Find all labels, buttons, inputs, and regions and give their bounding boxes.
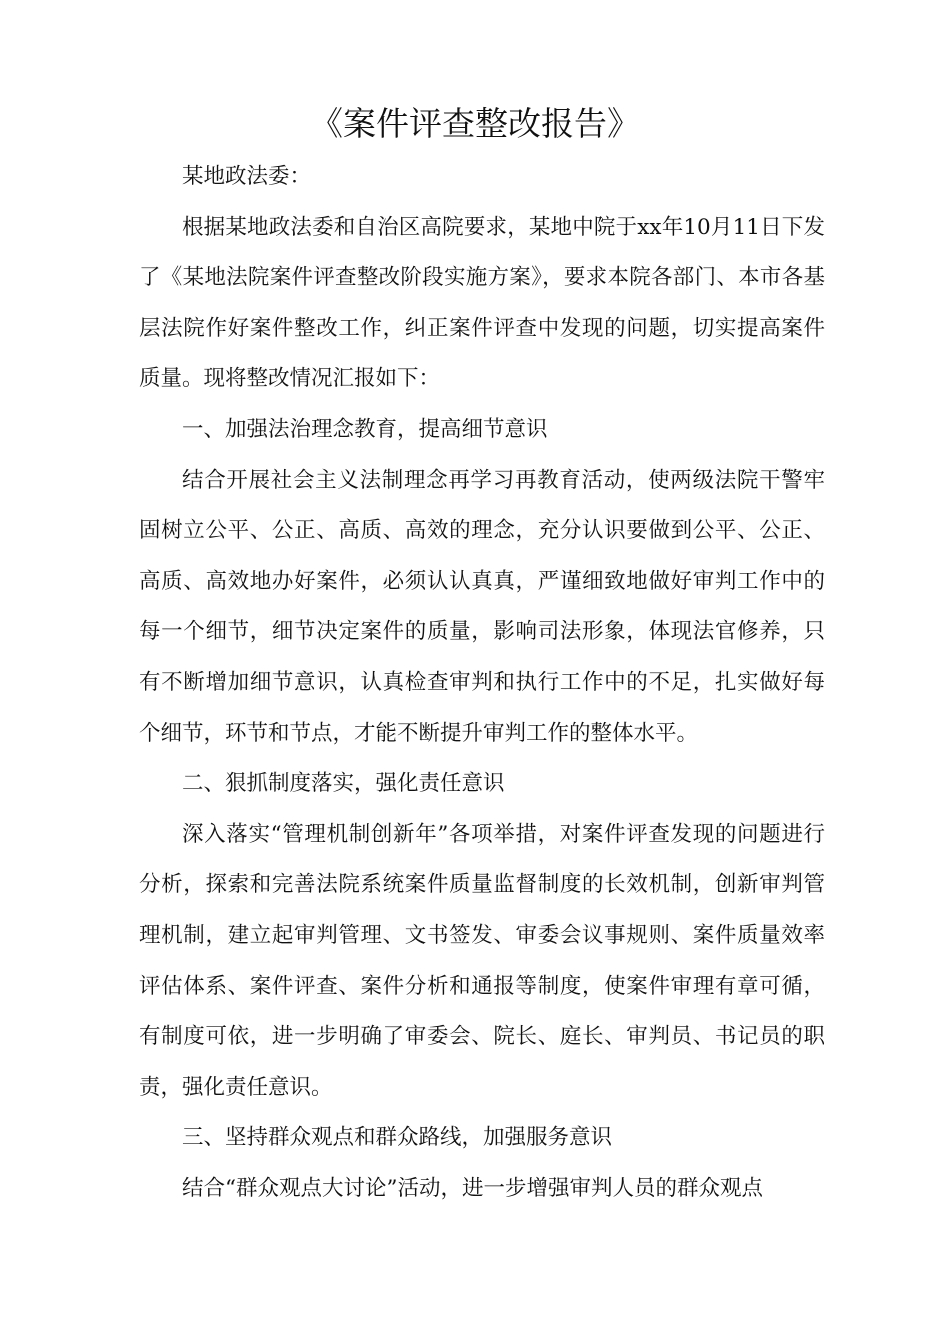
document-title: 《案件评查整改报告》 <box>310 104 640 143</box>
paragraph-section-1: 结合开展社会主义法制理念再学习再教育活动，使两级法院干警牢固树立公平、公正、高质、高效的理念，充分认识要做到公平、公正、高质、高效地办好案件，必须认认真真，严谨细致地做好审判工作中的每一个细节，细节决定案件的质量，影响司法形象，体现法官修养，只有不断增加细节意识，认真检查审判和执行工作中的不足，扎实做好每个细节，环节和节点，才能不断提升审判工作的整体水平。 <box>139 467 825 746</box>
section-heading-2: 二、狠抓制度落实，强化责任意识 <box>182 771 505 797</box>
section-heading-1: 一、加强法治理念教育，提高细节意识 <box>182 416 548 442</box>
salutation: 某地政法委： <box>182 164 312 189</box>
document-body <box>139 152 825 1214</box>
paragraph-section-2: 深入落实“管理机制创新年”各项举措，对案件评查发现的问题进行分析，探索和完善法院系统案件质量监督制度的长效机制，创新审判管理机制，建立起审判管理、文书签发、审委会议事规则、案件质量效率评估体系、案件评查、案件分析和通报等制度，使案件审理有章可循，有制度可依，进一步明确了审委会、院长、庭长、审判员、书记员的职责，强化责任意识。 <box>139 821 825 1100</box>
paragraph-intro: 根据某地政法委和自治区高院要求，某地中院于xx年10月11日下发了《某地法院案件评查整改阶段实施方案》，要求本院各部门、本市各基层法院作好案件整改工作，纠正案件评查中发现的问题，切实提高案件质量。现将整改情况汇报如下： <box>139 214 825 392</box>
section-heading-3: 三、坚持群众观点和群众路线，加强服务意识 <box>182 1125 613 1151</box>
paragraph-section-3: 结合“群众观点大讨论”活动，进一步增强审判人员的群众观点 <box>182 1175 763 1201</box>
